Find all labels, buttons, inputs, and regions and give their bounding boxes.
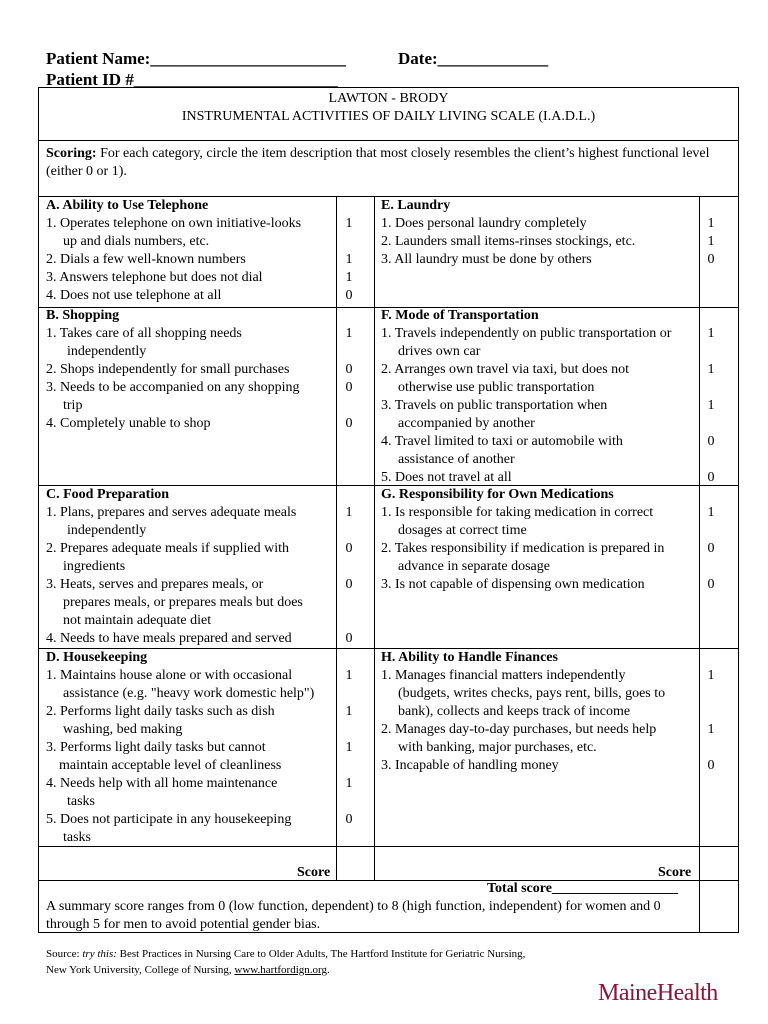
item-b1[interactable]: 1. Takes care of all shopping needs xyxy=(46,326,242,341)
points-g2[interactable]: 0 xyxy=(707,541,715,556)
item-c2[interactable]: 2. Prepares adequate meals if supplied with xyxy=(46,541,289,556)
item-g2[interactable]: 2. Takes responsibility if medication is prepared in xyxy=(381,541,665,556)
title-line-1: LAWTON - BRODY xyxy=(328,91,449,106)
scoring-label: Scoring: xyxy=(46,146,97,161)
category-e-title: E. Laundry xyxy=(381,198,451,213)
points-f4[interactable]: 0 xyxy=(707,434,715,449)
points-f3[interactable]: 1 xyxy=(707,398,715,413)
item-e3[interactable]: 3. All laundry must be done by others xyxy=(381,252,592,267)
category-f-title: F. Mode of Transportation xyxy=(381,308,539,323)
grid-line xyxy=(699,196,700,933)
item-c2-cont: ingredients xyxy=(63,559,126,574)
date-field[interactable]: Date:_____________ xyxy=(398,49,549,68)
item-d3-cont: maintain acceptable level of cleanliness xyxy=(59,758,282,773)
points-g3[interactable]: 0 xyxy=(707,577,715,592)
item-f3[interactable]: 3. Travels on public transportation when xyxy=(381,398,608,413)
item-d4-cont: tasks xyxy=(67,794,95,809)
item-b1-cont: independently xyxy=(67,344,147,359)
item-e1[interactable]: 1. Does personal laundry completely xyxy=(381,216,587,231)
item-g2-cont: advance in separate dosage xyxy=(398,559,550,574)
form-header xyxy=(46,48,746,90)
grid-line xyxy=(374,196,375,880)
item-f4[interactable]: 4. Travel limited to taxi or automobile with xyxy=(381,434,623,449)
item-f1[interactable]: 1. Travels independently on public transportation or xyxy=(381,326,672,341)
grid-line xyxy=(39,846,738,847)
hartford-link[interactable]: www.hartfordign.org xyxy=(234,964,327,976)
source-period: . xyxy=(327,964,330,976)
item-d2-cont: washing, bed making xyxy=(63,722,183,737)
source-footer xyxy=(46,946,525,978)
points-h2[interactable]: 1 xyxy=(707,722,715,737)
score-label-right: Score xyxy=(658,865,692,880)
item-b4[interactable]: 4. Completely unable to shop xyxy=(46,416,211,431)
points-d2[interactable]: 1 xyxy=(345,704,353,719)
item-f1-cont: drives own car xyxy=(398,344,481,359)
points-e3[interactable]: 0 xyxy=(707,252,715,267)
item-a1[interactable]: 1. Operates telephone on own initiative-looks xyxy=(46,216,302,231)
patient-id-field[interactable]: Patient ID #________________________ xyxy=(46,70,338,89)
item-b3-cont: trip xyxy=(63,398,83,413)
item-b2[interactable]: 2. Shops independently for small purchases xyxy=(46,362,290,377)
patient-name-field[interactable]: Patient Name:_______________________ xyxy=(46,49,346,68)
item-f5[interactable]: 5. Does not travel at all xyxy=(381,470,512,485)
points-f1[interactable]: 1 xyxy=(707,326,715,341)
points-e1[interactable]: 1 xyxy=(707,216,715,231)
form-title xyxy=(39,88,738,141)
points-c4[interactable]: 0 xyxy=(345,631,353,646)
points-c2[interactable]: 0 xyxy=(345,541,353,556)
item-d3[interactable]: 3. Performs light daily tasks but cannot xyxy=(46,740,266,755)
item-f3-cont: accompanied by another xyxy=(398,416,535,431)
title-line-2: INSTRUMENTAL ACTIVITIES OF DAILY LIVING SCALE (I.A.D.L.) xyxy=(181,109,596,124)
grid-line xyxy=(336,196,337,880)
total-score-field[interactable]: Total score__________________ xyxy=(487,881,678,896)
mainehealth-logo: MaineHealth xyxy=(598,980,718,1006)
points-d4[interactable]: 1 xyxy=(345,776,353,791)
try-this-label: try this: xyxy=(82,948,117,960)
item-h1-cont: (budgets, writes checks, pays rent, bills, goes to xyxy=(398,686,666,701)
points-b4[interactable]: 0 xyxy=(345,416,353,431)
item-c3-cont2: not maintain adequate diet xyxy=(63,613,212,628)
scoring-instructions xyxy=(46,145,734,181)
points-b1[interactable]: 1 xyxy=(345,326,353,341)
item-a1-cont: up and dials numbers, etc. xyxy=(63,234,210,249)
points-c3[interactable]: 0 xyxy=(345,577,353,592)
item-h1-cont2: bank), collects and keeps track of income xyxy=(398,704,631,719)
category-b-title: B. Shopping xyxy=(46,308,120,323)
item-a4[interactable]: 4. Does not use telephone at all xyxy=(46,288,222,303)
points-f5[interactable]: 0 xyxy=(707,470,715,485)
points-d5[interactable]: 0 xyxy=(345,812,353,827)
points-a4[interactable]: 0 xyxy=(345,288,353,303)
points-c1[interactable]: 1 xyxy=(345,505,353,520)
scoring-text: For each category, circle the item description that most closely resembles the client’s highest functional level (either 0 or 1). xyxy=(46,146,710,179)
item-c4[interactable]: 4. Needs to have meals prepared and served xyxy=(46,631,292,646)
item-c1-cont: independently xyxy=(67,523,147,538)
source-line-2: New York University, College of Nursing, xyxy=(46,964,235,976)
points-b2[interactable]: 0 xyxy=(345,362,353,377)
item-g3[interactable]: 3. Is not capable of dispensing own medication xyxy=(381,577,645,592)
source-label: Source: xyxy=(46,948,80,960)
points-d3[interactable]: 1 xyxy=(345,740,353,755)
category-d-title: D. Housekeeping xyxy=(46,650,148,665)
points-a3[interactable]: 1 xyxy=(345,270,353,285)
points-e2[interactable]: 1 xyxy=(707,234,715,249)
item-d5-cont: tasks xyxy=(63,830,91,845)
category-c-title: C. Food Preparation xyxy=(46,487,170,502)
iadl-form xyxy=(38,87,739,933)
item-d2[interactable]: 2. Performs light daily tasks such as dish xyxy=(46,704,275,719)
category-g-title: G. Responsibility for Own Medications xyxy=(381,487,614,502)
summary-text: A summary score ranges from 0 (low function, dependent) to 8 (high function, independent) for women and 0 through 5 for men to avoid potential gender bias. xyxy=(46,899,661,932)
item-d1-cont: assistance (e.g. "heavy work domestic help") xyxy=(63,686,315,701)
item-h1[interactable]: 1. Manages financial matters independently xyxy=(381,668,626,683)
item-a3[interactable]: 3. Answers telephone but does not dial xyxy=(46,270,263,285)
score-label-left: Score xyxy=(297,865,331,880)
item-d1[interactable]: 1. Maintains house alone or with occasional xyxy=(46,668,293,683)
points-a1[interactable]: 1 xyxy=(345,216,353,231)
item-c1[interactable]: 1. Plans, prepares and serves adequate meals xyxy=(46,505,297,520)
item-c3-cont: prepares meals, or prepares meals but does xyxy=(63,595,303,610)
points-h1[interactable]: 1 xyxy=(707,668,715,683)
item-d5[interactable]: 5. Does not participate in any housekeeping xyxy=(46,812,292,827)
points-h3[interactable]: 0 xyxy=(707,758,715,773)
item-a2[interactable]: 2. Dials a few well-known numbers xyxy=(46,252,246,267)
item-c3[interactable]: 3. Heats, serves and prepares meals, or xyxy=(46,577,264,592)
item-e2[interactable]: 2. Launders small items-rinses stockings, etc. xyxy=(381,234,636,249)
source-line-1: Best Practices in Nursing Care to Older Adults, The Hartford Institute for Geriatric Nursing, xyxy=(116,948,526,960)
item-h2-cont: with banking, major purchases, etc. xyxy=(398,740,597,755)
item-f2-cont: otherwise use public transportation xyxy=(398,380,595,395)
category-a-title: A. Ability to Use Telephone xyxy=(46,198,209,213)
points-d1[interactable]: 1 xyxy=(345,668,353,683)
category-h-title: H. Ability to Handle Finances xyxy=(381,650,558,665)
item-h3[interactable]: 3. Incapable of handling money xyxy=(381,758,559,773)
points-a2[interactable]: 1 xyxy=(345,252,353,267)
item-d4[interactable]: 4. Needs help with all home maintenance xyxy=(46,776,278,791)
points-f2[interactable]: 1 xyxy=(707,362,715,377)
item-g1-cont: dosages at correct time xyxy=(398,523,527,538)
item-f4-cont: assistance of another xyxy=(398,452,515,467)
item-g1[interactable]: 1. Is responsible for taking medication in correct xyxy=(381,505,654,520)
item-b3[interactable]: 3. Needs to be accompanied on any shopping xyxy=(46,380,300,395)
points-b3[interactable]: 0 xyxy=(345,380,353,395)
item-f2[interactable]: 2. Arranges own travel via taxi, but does not xyxy=(381,362,630,377)
points-g1[interactable]: 1 xyxy=(707,505,715,520)
item-h2[interactable]: 2. Manages day-to-day purchases, but needs help xyxy=(381,722,657,737)
